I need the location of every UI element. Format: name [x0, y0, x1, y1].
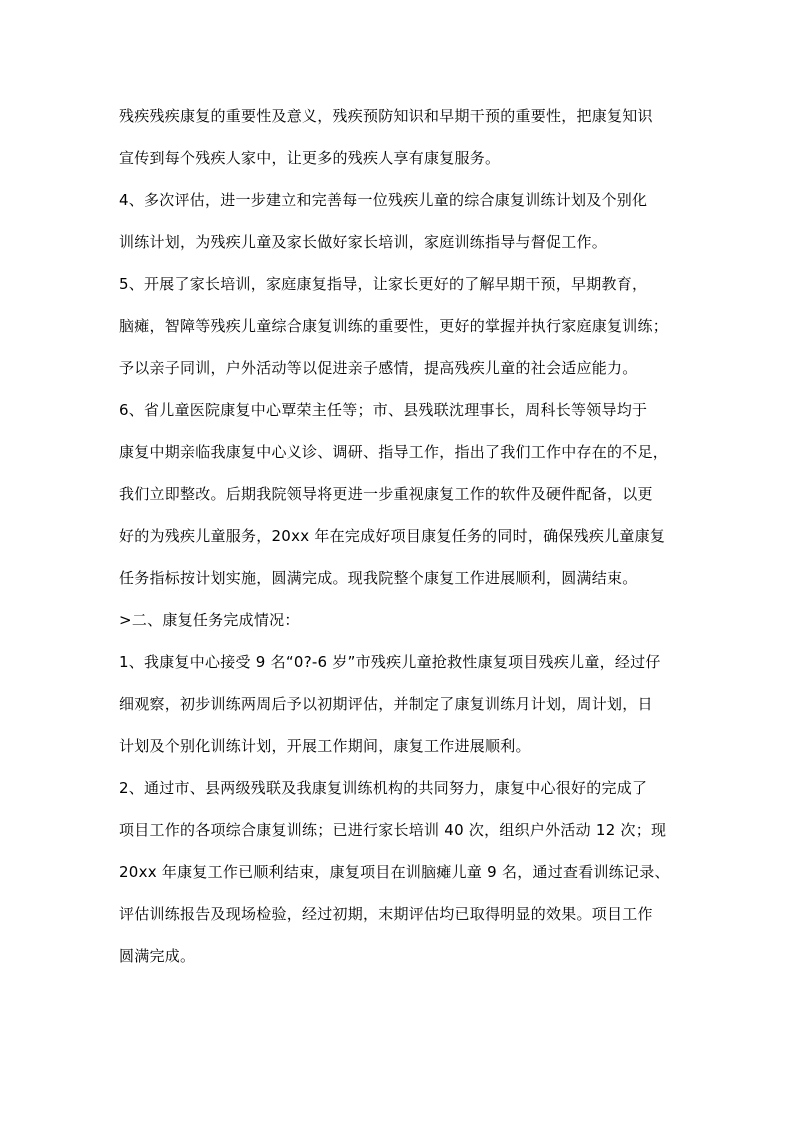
- text-line: 圆满完成。: [119, 947, 196, 965]
- text-line: 残疾残疾康复的重要性及意义，残疾预防知识和早期干预的重要性，把康复知识: [119, 107, 653, 125]
- text-line: 4、多次评估，进一步建立和完善每一位残疾儿童的综合康复训练计划及个别化: [119, 191, 648, 209]
- text-line: 5、开展了家长培训，家庭康复指导，让家长更好的了解早期干预，早期教育，: [119, 275, 648, 293]
- text-line: 康复中期亲临我康复中心义诊、调研、指导工作，指出了我们工作中存在的不足，: [119, 443, 669, 461]
- text-line: 我们立即整改。后期我院领导将更进一步重视康复工作的软件及硬件配备，以更: [119, 485, 653, 503]
- text-line: 宣传到每个残疾人家中，让更多的残疾人享有康复服务。: [119, 149, 501, 167]
- section-heading: >二、康复任务完成情况：: [119, 611, 300, 629]
- text-line: 项目工作的各项综合康复训练；已进行家长培训 40 次，组织户外活动 12 次；现: [119, 821, 667, 839]
- text-line: 好的为残疾儿童服务，20xx 年在完成好项目康复任务的同时，确保残疾儿童康复: [119, 527, 666, 545]
- text-line: 6、省儿童医院康复中心覃荣主任等；市、县残联沈理事长，周科长等领导均于: [119, 401, 648, 419]
- text-line: 细观察，初步训练两周后予以初期评估，并制定了康复训练月计划，周计划，日: [119, 695, 653, 713]
- text-line: 予以亲子同训，户外活动等以促进亲子感情，提高残疾儿童的社会适应能力。: [119, 359, 638, 377]
- text-line: 计划及个别化训练计划，开展工作期间，康复工作进展顺利。: [119, 737, 531, 755]
- text-line: 评估训练报告及现场检验，经过初期，末期评估均已取得明显的效果。项目工作: [119, 905, 653, 923]
- text-line: 1、我康复中心接受 9 名“0?-6 岁”市残疾儿童抢救性康复项目残疾儿童，经过仔: [119, 653, 661, 671]
- text-line: 脑瘫，智障等残疾儿童综合康复训练的重要性，更好的掌握并执行家庭康复训练；: [119, 317, 669, 335]
- text-line: 任务指标按计划实施，圆满完成。现我院整个康复工作进展顺利，圆满结束。: [119, 569, 638, 587]
- text-line: 2、通过市、县两级残联及我康复训练机构的共同努力，康复中心很好的完成了: [119, 779, 648, 797]
- text-line: 20xx 年康复工作已顺利结束，康复项目在训脑瘫儿童 9 名，通过查看训练记录、: [119, 863, 670, 881]
- text-line: 训练计划，为残疾儿童及家长做好家长培训，家庭训练指导与督促工作。: [119, 233, 608, 251]
